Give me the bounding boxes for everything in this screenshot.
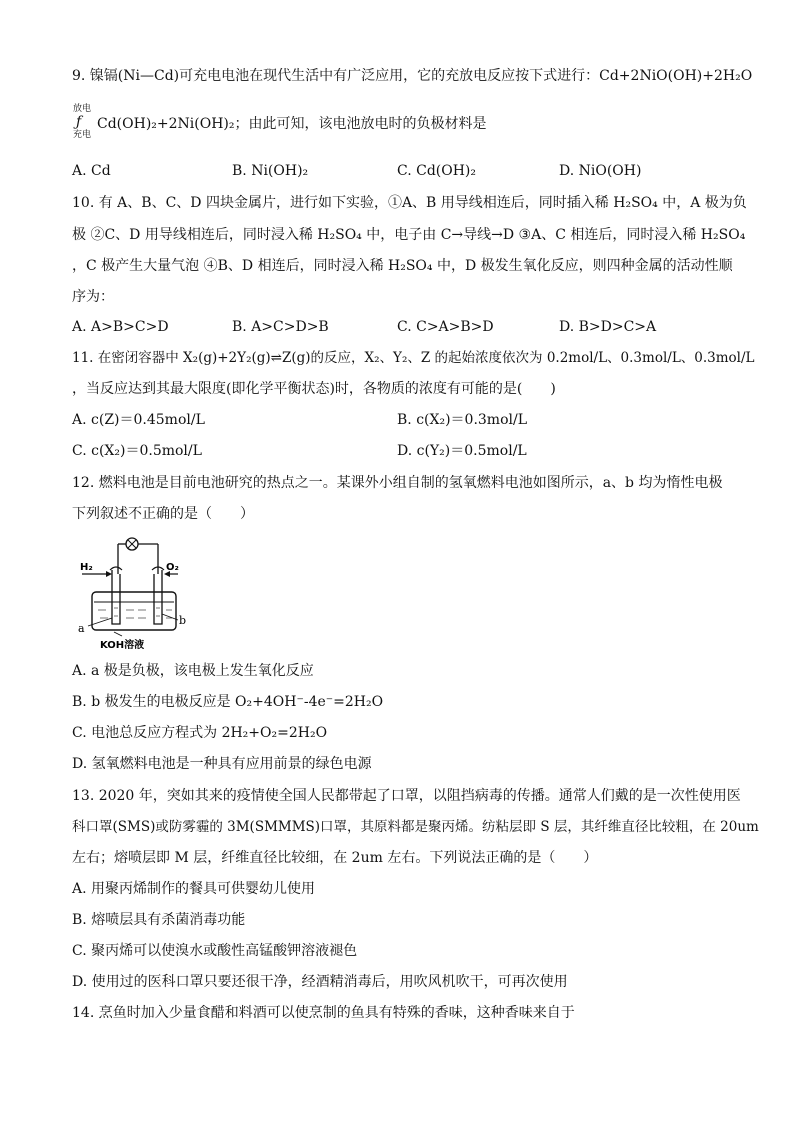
q13-option-d: D. 使用过的医科口罩只要还很干净，经酒精消毒后，用吹风机吹干，可再次使用 <box>72 974 568 990</box>
q11-stem-line1: 11. 在密闭容器中 X₂(g)+2Y₂(g)⇌Z(g)的反应，X₂、Y₂、Z 的起始浓度依次为 0.2mol/L、0.3mol/L、0.3mol/L <box>72 350 755 366</box>
q9-stem-line1: 9. 镍镉(Ni—Cd)可充电电池在现代生活中有广泛应用，它的充放电反应按下式进行：Cd+2NiO(OH)+2H₂O <box>72 68 753 84</box>
q9-arrow-top-label: 放电 <box>73 104 92 114</box>
q9-stem-line2: Cd(OH)₂+2Ni(OH)₂；由此可知，该电池放电时的负极材料是 <box>97 116 487 132</box>
electrode-b-label: b <box>179 614 186 627</box>
q13-option-c: C. 聚丙烯可以使溴水或酸性高锰酸钾溶液褪色 <box>72 943 358 959</box>
q9-option-c: C. Cd(OH)₂ <box>397 163 477 179</box>
q10-option-d: D. B>D>C>A <box>559 319 657 335</box>
q10-option-c: C. C>A>B>D <box>397 319 494 335</box>
beaker <box>92 592 176 630</box>
q13-option-b: B. 熔喷层具有杀菌消毒功能 <box>72 912 246 928</box>
q10-stem-line2: 极 ②C、D 用导线相连后，同时浸入稀 H₂SO₄ 中，电子由 C→导线→D ③A、C 相连后，同时浸入稀 H₂SO₄ <box>72 227 746 243</box>
q13-stem-line2: 科口罩(SMS)或防雾霾的 3M(SMMMS)口罩，其原料都是聚丙烯。纺粘层即 S 层，其纤维直径比较粗，在 20um <box>72 819 759 835</box>
q10-stem-line1: 10. 有 A、B、C、D 四块金属片，进行如下实验，①A、B 用导线相连后，同时插入稀 H₂SO₄ 中，A 极为负 <box>72 195 747 211</box>
q12-option-c: C. 电池总反应方程式为 2H₂+O₂=2H₂O <box>72 725 328 741</box>
q12-option-b: B. b 极发生的电极反应是 O₂+4OH⁻-4e⁻=2H₂O <box>72 694 384 710</box>
q9-option-a: A. Cd <box>72 163 111 179</box>
fuel-cell-diagram <box>74 532 186 652</box>
o2-label: O₂ <box>166 562 179 573</box>
q9-option-d: D. NiO(OH) <box>559 163 642 179</box>
electrode-a-label: a <box>78 622 85 635</box>
q11-option-a: A. c(Z)＝0.45mol/L <box>72 412 205 428</box>
q10-option-b: B. A>C>D>B <box>232 319 329 335</box>
q10-stem-line4: 序为： <box>72 289 114 305</box>
q11-option-c: C. c(X₂)＝0.5mol/L <box>72 443 202 459</box>
q9-option-b: B. Ni(OH)₂ <box>232 163 309 179</box>
q10-option-a: A. A>B>C>D <box>72 319 169 335</box>
q10-stem-line3: ，C 极产生大量气泡 ④B、D 相连后，同时浸入稀 H₂SO₄ 中，D 极发生氧化反应，则四种金属的活动性顺 <box>72 258 733 274</box>
h2-label: H₂ <box>80 562 93 573</box>
q13-option-a: A. 用聚丙烯制作的餐具可供婴幼儿使用 <box>72 881 316 897</box>
q12-stem-line2: 下列叙述不正确的是（ ） <box>72 506 254 522</box>
q13-stem-line1: 13. 2020 年，突如其来的疫情使全国人民都带起了口罩，以阻挡病毒的传播。通常人们戴的是一次性使用医 <box>72 788 741 804</box>
q9-arrow-bottom-label: 充电 <box>73 130 92 140</box>
q13-stem-line3: 左右；熔喷层即 M 层，纤维直径比较细，在 2um 左右。下列说法正确的是（ ） <box>72 850 598 866</box>
q11-stem-line2: ，当反应达到其最大限度(即化学平衡状态)时，各物质的浓度有可能的是( ) <box>72 381 556 397</box>
koh-solution-label: KOH溶液 <box>100 640 145 651</box>
q12-stem-line1: 12. 燃料电池是目前电池研究的热点之一。某课外小组自制的氢氧燃料电池如图所示，a、b 均为惰性电极 <box>72 475 723 491</box>
q12-option-a: A. a 极是负极，该电极上发生氧化反应 <box>72 663 314 679</box>
q12-option-d: D. 氢氧燃料电池是一种具有应用前景的绿色电源 <box>72 756 372 772</box>
q9-reversible-arrow: ƒ <box>76 114 82 130</box>
q14-stem-line1: 14. 烹鱼时加入少量食醋和料酒可以使烹制的鱼具有特殊的香味，这种香味来自于 <box>72 1005 575 1021</box>
q11-option-b: B. c(X₂)＝0.3mol/L <box>397 412 527 428</box>
q11-option-d: D. c(Y₂)＝0.5mol/L <box>397 443 527 459</box>
fuel-cell-drawing <box>74 532 186 652</box>
